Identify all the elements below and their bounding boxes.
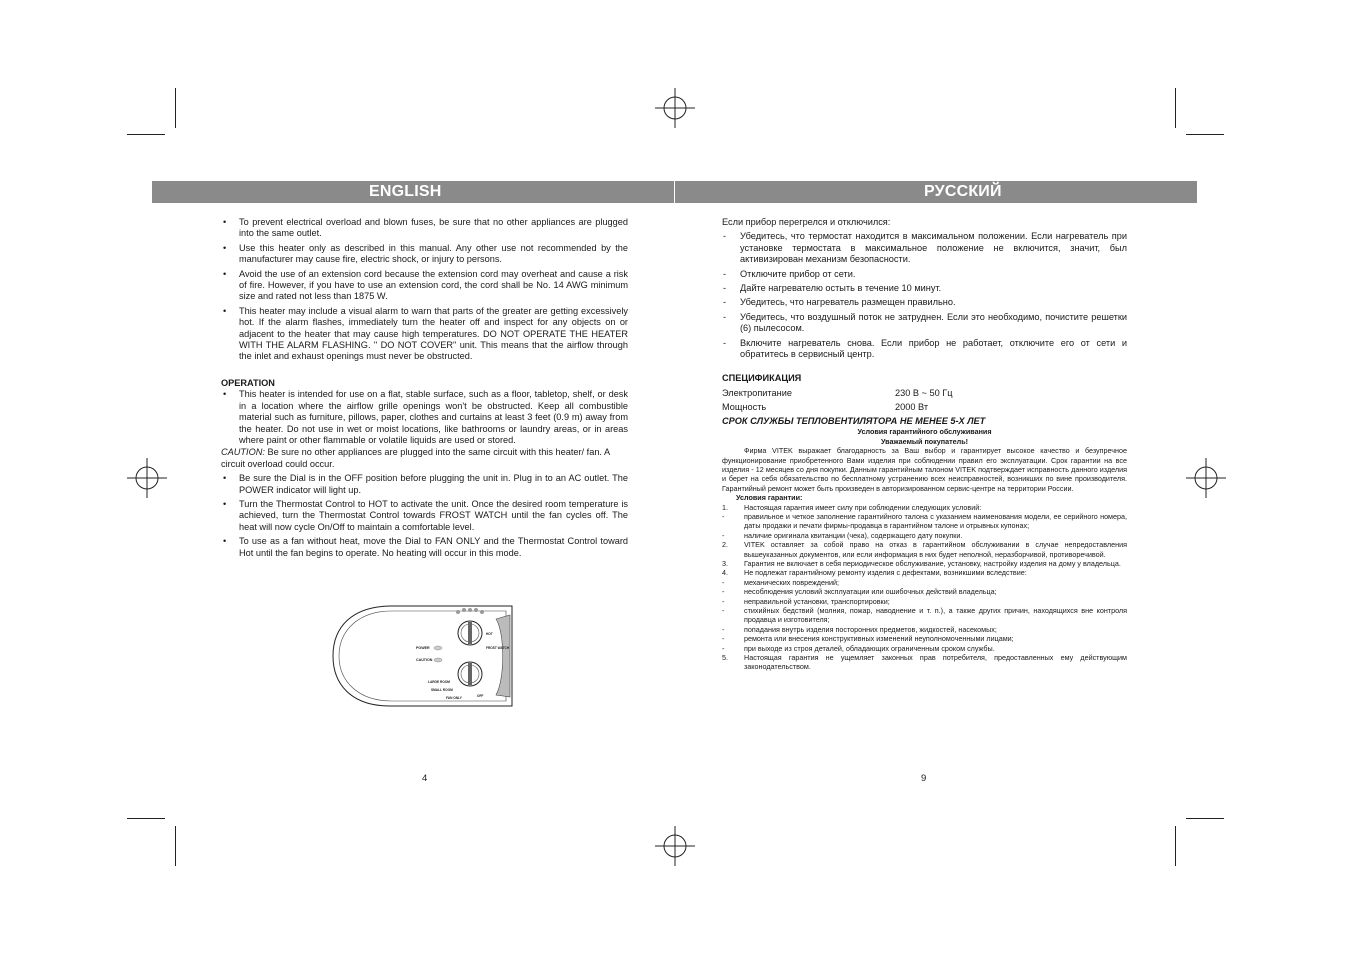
registration-mark-bottom — [655, 826, 695, 866]
list-item: - Дайте нагревателю остыть в течение 10 минут. — [723, 283, 942, 294]
warranty-title: Условия гарантийного обслуживания — [857, 427, 992, 437]
large-room-label: LARGE ROOM — [428, 680, 450, 684]
list-item: 4. Не подлежат гарантийному ремонту изделия с дефектами, возникшими вследствие: — [722, 568, 1027, 578]
spec-heading: СПЕЦИФИКАЦИЯ — [722, 373, 802, 384]
list-item: - механических повреждений; — [722, 577, 839, 587]
list-item: - Убедитесь, что термостат находится в максимальном положении. Если нагреватель при установке термостата в максимальное положение не включится, значит, был активизирован механизм безопасности. — [723, 231, 1127, 265]
registration-mark-top — [655, 88, 695, 128]
list-item: • Use this heater only as described in this manual. Any other use not recommended by the manufacturer may cause fire, electric shock, or injury to persons. — [223, 242, 628, 265]
caution-label: CAUTION: — [221, 447, 265, 458]
list-item: - ремонта или внесения конструктивных изменений неуполномоченными лицами; — [722, 634, 1014, 644]
list-item: - попадания внутрь изделия посторонних предметов, жидкостей, насекомых; — [722, 624, 997, 634]
list-item: - неправильной установки, транспортировки; — [722, 596, 890, 606]
warranty-paragraph: Фирма VITEK выражает благодарность за Ваш выбор и гарантирует высокое качество и безупречное функционирование приобретенного Вами изделия при соблюдении правил его эксплуатации. Срок гарантии на все изделия - 12 месяцев со дня покупки. Данным гарантийным талоном VITEK подтверждает исправность данного изделия и берет на себя обязательство по бесплатному устранению всех неисправностей, возникших по вине производителя. Гарантийный ремонт может быть произведен в авторизированном сервис-центре на территории России. — [722, 446, 1127, 493]
list-item: 3. Гарантия не включает в себя периодическое обслуживание, установку, настройку изделия на дому у владельца. — [722, 558, 1121, 568]
ru-intro: Если прибор перегрелся и отключился: — [722, 217, 891, 227]
list-item: 1. Настоящая гарантия имеет силу при соблюдении следующих условий: — [722, 502, 982, 512]
list-item: • To use as a fan without heat, move the Dial to FAN ONLY and the Thermostat Control toward Hot until the fan begins to operate. No heating will occur in this mode. — [223, 536, 628, 558]
spec-table — [722, 388, 1127, 416]
list-item: - наличие оригинала квитанции (чека), содержащего дату покупки. — [722, 530, 963, 540]
header-english: ENGLISH — [369, 183, 442, 200]
fan-only-label: FAN ONLY — [446, 696, 462, 700]
list-item: - правильное и четкое заполнение гарантийного талона с указанием наименования модели, ее серийного номера, даты продажи и печати фирмы-продавца в гарантийном талоне и отрывных купонах; — [722, 511, 1127, 531]
list-item: • This heater may include a visual alarm to warn that parts of the greater are getting excessively hot. If the alarm flashes, immediately turn the heater off and inspect for any objects on or adjacent to the heater that may cause high temperatures. DO NOT OPERATE THE HEATER WITH THE ALARM FLASHING. " DO NOT COVER" unit. This means that the airflow through the inlet and exhaust openings must never be obstructed. — [223, 305, 628, 362]
list-item: - Убедитесь, что воздушный поток не затруднен. Если это необходимо, почистите решетки (6) пылесосом. — [723, 311, 1127, 334]
list-item: - Отключите прибор от сети. — [723, 268, 856, 279]
list-item: • Avoid the use of an extension cord because the extension cord may overheat and cause a risk of fire. However, if you have to use an extension cord, the cord shall be No. 14 AWG minimum size and rated not less than 1875 W. — [223, 268, 628, 302]
off-label: OFF — [477, 694, 484, 698]
small-room-label: SMALL ROOM — [431, 688, 453, 692]
english-bullets-top — [221, 217, 628, 363]
registration-mark-left — [127, 458, 167, 498]
operation-bullets — [221, 389, 628, 446]
list-item: - стихийных бедствий (молния, пожар, наводнение и т. п.), а также других причин, находящихся вне контроля продавца и изготовителя; — [722, 606, 1127, 625]
caution-panel-label: CAUTION — [416, 658, 433, 662]
page-number-right: 9 — [921, 773, 927, 784]
spec-row: Электропитание 230 В ~ 50 Гц — [722, 387, 953, 398]
control-panel-illustration — [330, 603, 516, 709]
list-item: - Включите нагреватель снова. Если прибор не работает, отключите его от сети и обратитесь в сервисный центр. — [723, 337, 1127, 360]
list-item: • Be sure the Dial is in the OFF position before plugging the unit in. Plug in to an AC outlet. The POWER indicator will light up. — [223, 473, 628, 495]
ru-dash-list — [722, 231, 1127, 360]
power-label: POWER — [416, 646, 430, 650]
list-item: • This heater is intended for use on a flat, stable surface, such as a floor, tabletop, shelf, or desk in a location where the airflow grille openings won't be obstructed. Keep all combustible material such as furniture, pillows, paper, clothes and curtains at least 3 feet (0.9 m) away from the heater. Do not use in wet or moist locations, like bathrooms or laundry areas, or in areas where paint or other flammable or volatile liquids are used or stored. — [223, 389, 628, 445]
frost-watch-label: FROST WATCH — [486, 646, 510, 650]
list-item: - Убедитесь, что нагреватель размещен правильно. — [723, 297, 956, 308]
english-bullets-bottom — [221, 473, 628, 559]
list-item: • To prevent electrical overload and blown fuses, be sure that no other appliances are plugged into the same outlet. — [223, 217, 628, 239]
russian-column — [722, 217, 1127, 672]
page-number-left: 4 — [422, 773, 428, 784]
list-item: - несоблюдения условий эксплуатации или ошибочных действий владельца; — [722, 587, 997, 597]
warranty-list — [722, 503, 1127, 672]
registration-mark-right — [1186, 458, 1226, 498]
operation-heading: OPERATION — [221, 377, 275, 388]
caution-text: Be sure no other appliances are plugged into the same circuit with this heater/ fan. A circuit overload could occur. — [221, 447, 610, 469]
header-russian: РУССКИЙ — [924, 183, 1002, 200]
warranty-conditions-label: Условия гарантии: — [736, 493, 803, 503]
english-column — [221, 217, 628, 562]
list-item: 2. VITEK оставляет за собой право на отказ в гарантийном обслуживании в случае непредоставления вышеуказанных документов, или если информация в них будет неполной, неразборчивой, противоречивой. — [722, 540, 1127, 559]
caution-note — [221, 447, 628, 470]
warranty-section — [722, 427, 1127, 672]
list-item: - при выходе из строя деталей, обладающих ограниченным сроком службы. — [722, 643, 995, 653]
spec-row: Мощность 2000 Вт — [722, 401, 929, 412]
hot-label: HOT — [486, 632, 493, 636]
service-life: СРОК СЛУЖБЫ ТЕПЛОВЕНТИЛЯТОРА НЕ МЕНЕЕ 5-Х ЛЕТ — [722, 415, 986, 426]
warranty-dear: Уважаемый покупатель! — [880, 436, 969, 446]
list-item: 5. Настоящая гарантия не ущемляет законных прав потребителя, предоставленных ему действующим законодательством. — [722, 653, 1127, 672]
list-item: • Turn the Thermostat Control to HOT to activate the unit. Once the desired room temperature is achieved, turn the Thermostat Control towards FROST WATCH until the fan cycles off. The heat will now cycle On/Off to maintain a comfortable level. — [223, 498, 628, 532]
